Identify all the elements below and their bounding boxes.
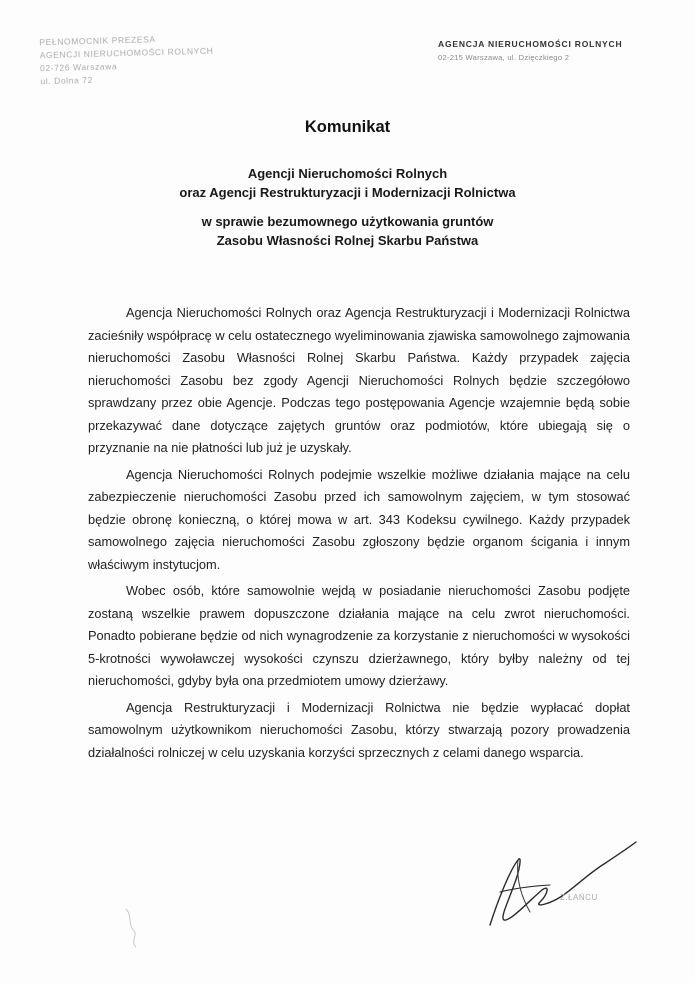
letterhead-address: 02-215 Warszawa, ul. Dzięczkiego 2 <box>438 53 570 62</box>
letterhead <box>438 38 638 64</box>
subtitle-line: Agencji Nieruchomości Rolnych <box>247 166 448 181</box>
letterhead-name: AGENCJA NIERUCHOMOŚCI ROLNYCH <box>438 39 623 49</box>
paragraph: Wobec osób, które samowolnie wejdą w posiadanie nieruchomości Zasobu podjęte zostaną wszelkie prawem dopuszczone działania mające na celu zwrot nieruchomości. Ponadto pobierane będzie od nich wynagrodzenie za korzystanie z nieruchomości w wysokości 5-krotności wywoławczej wysokości czynszu dzierżawnego, który byłby należny od tej nieruchomości, gdyby była ona przedmiotem umowy dzierżawy. <box>88 583 630 688</box>
stamp-line: AGENCJI NIERUCHOMOŚCI ROLNYCH <box>39 45 214 61</box>
faint-mark <box>118 905 148 950</box>
paragraph: Agencja Restrukturyzacji i Modernizacji Rolnictwa nie będzie wypłacać dopłat samowolnym użytkownikom nieruchomości Zasobu, którzy stwarzają pozory prowadzenia działalności rolniczej w celu uzyskania korzyści sprzecznych z celami danego wsparcia. <box>88 699 630 760</box>
subtitle-line: oraz Agencji Restrukturyzacji i Modernizacji Rolnictwa <box>179 185 516 200</box>
stamp-line: PEŁNOMOCNIK PREZESA <box>39 34 156 48</box>
paragraph: Agencja Nieruchomości Rolnych oraz Agencja Restrukturyzacji i Modernizacji Rolnictwa zacieśniły współpracę w celu ostatecznego wyeliminowania zjawiska samowolnego zajmowania nieruchomości Zasobu Własności Rolnej Skarbu Państwa. Każdy przypadek zajęcia nieruchomości Zasobu bez zgody Agencji Nieruchomości Rolnych będzie szczegółowo sprawdzany przez obie Agencje. Podczas tego postępowania Agencje wzajemnie będą sobie przekazywać dane dotyczące zajętych gruntów oraz podmiotów, które ubiegają się o przyznanie na nie płatności lub już je uzyskały. <box>88 305 630 455</box>
subject-line: w sprawie bezumownego użytkowania gruntów <box>201 214 494 229</box>
subject-line: Zasobu Własności Rolnej Skarbu Państwa <box>216 233 479 248</box>
document-title: Komunikat <box>304 118 391 136</box>
signature-label: Z.ŁAŃCU <box>560 893 598 902</box>
stamp-line: 02-726 Warszawa <box>39 61 118 74</box>
document-subtitle <box>0 164 695 202</box>
paragraph: Agencja Nieruchomości Rolnych podejmie wszelkie możliwe działania mające na celu zabezpieczenie nieruchomości Zasobu przed ich samowolnym zajęciem, w tym stosować będzie obronę konieczną, o której mowa w art. 343 Kodeksu cywilnego. Każdy przypadek samowolnego zajęcia nieruchomości Zasobu zgłoszony będzie organom ścigania i innym właściwym instytucjom. <box>88 466 630 572</box>
document-body <box>88 302 630 768</box>
stamp-line: ul. Dolna 72 <box>40 74 94 87</box>
document-subject <box>0 212 695 250</box>
official-stamp <box>39 32 214 98</box>
handwritten-signature <box>470 830 640 940</box>
